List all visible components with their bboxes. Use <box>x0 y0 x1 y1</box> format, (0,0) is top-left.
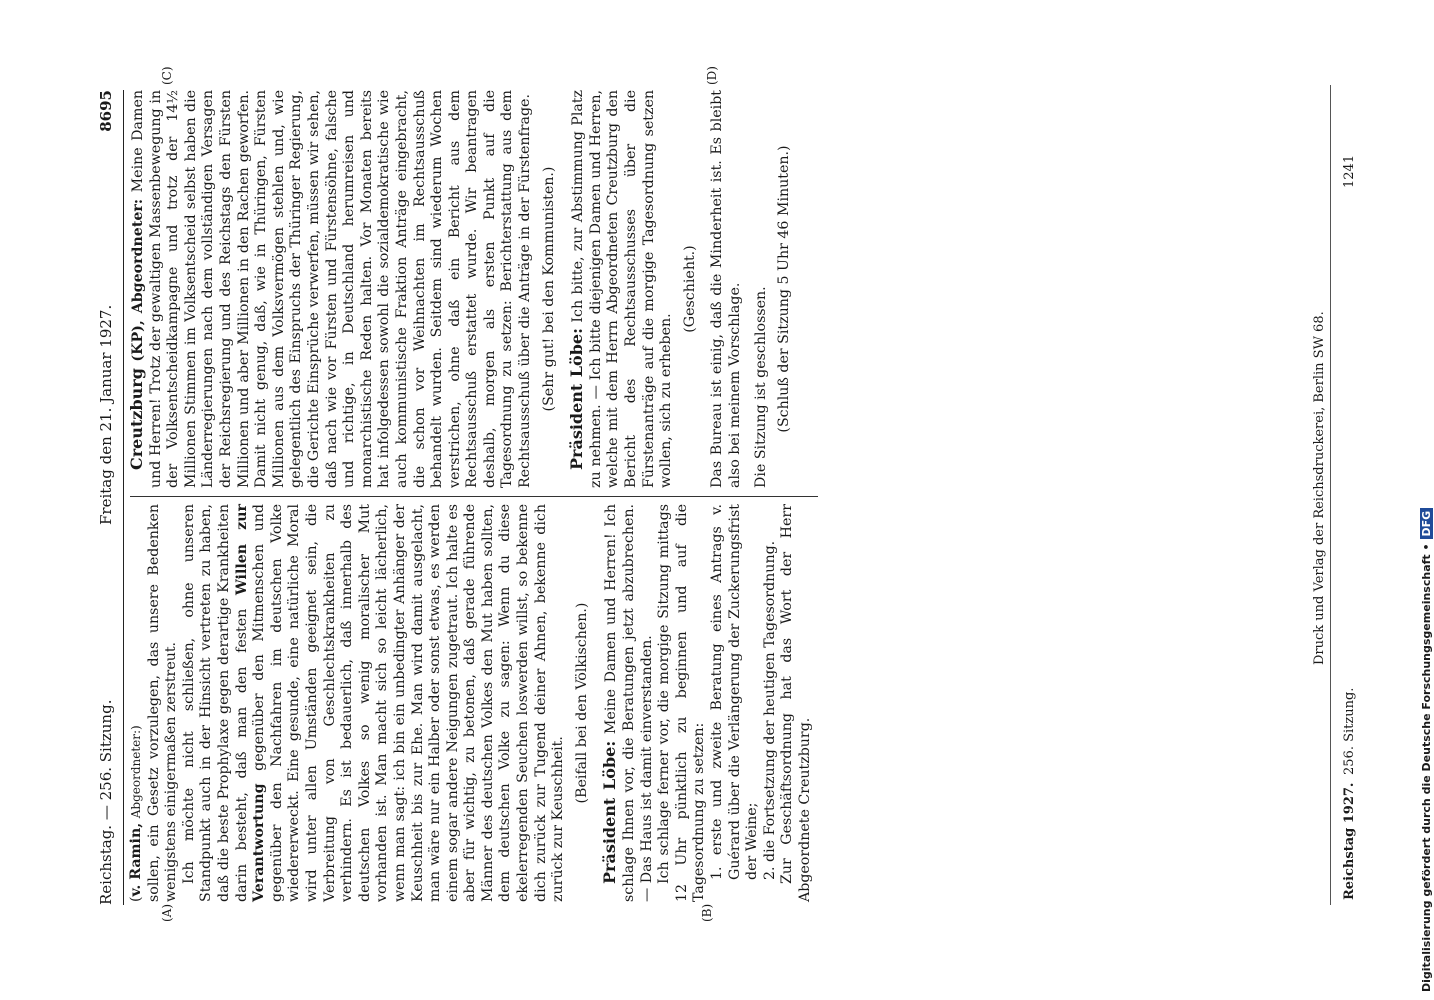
closing-note: (Schluß der Sitzung 5 Uhr 46 Minuten.) <box>776 145 793 433</box>
speaker-continuation: (v. Ramin, Abgeordneter:) <box>128 725 144 902</box>
footer-number: 1241 <box>1342 154 1357 188</box>
margin-marker-a: (A) <box>160 903 174 922</box>
stage-note: (Geschieht.) <box>681 245 698 333</box>
applause-note: (Sehr gut! bei den Kommunisten.) <box>540 166 557 412</box>
speaker-paragraph: Präsident Löbe: Ich bitte, zur Abstimmung Platz zu nehmen. — Ich bitte diejenigen Damen und Herren, welche mit dem Herrn Abgeordneten Creutzburg den Bericht des Rechtsausschusses über die Fürstenanträge auf die morgige Tagesordnung setzen wollen, sich zu erheben. <box>567 90 675 488</box>
left-column <box>128 504 815 902</box>
right-column <box>128 90 804 488</box>
header-date: Freitag den 21. Januar 1927. <box>97 304 115 525</box>
printer-imprint: Druck und Verlag der Reichsdruckerei, Berlin SW 68. <box>1312 311 1327 665</box>
page-number: 8695 <box>97 90 115 132</box>
speaker-name: Präsident Löbe: <box>600 740 620 884</box>
paragraph: Die Sitzung ist geschlossen. <box>752 286 769 488</box>
agenda-item: 1. erste und zweite Beratung eines Antrags v. Guérard über die Verlängerung der Zuckerungsfrist der Weine; <box>709 504 761 880</box>
paragraph: Ich möchte nicht schließen, ohne unseren Standpunkt auch in der Hinsicht vertreten zu haben, daß die beste Prophylaxe gegen derartige Krankheiten darin besteht, daß man den festen Willen zur Verantwortung gegenüber den Mitmenschen und gegenüber den Nachfahren im deutschen Volke wiedererweckt. Eine gesunde, eine natürliche Moral wird unter allen Umständen geeignet sein, die Verbreitung von Geschlechtskrankheiten zu verhindern. Es ist bedauerlich, daß innerhalb des deutschen Volkes so wenig moralischer Mut vorhanden ist. Man macht sich so leicht lächerlich, wenn man sagt: ich bin ein unbedingter Anhänger der Keuschheit bis zur Ehe. Man wird damit ausgelacht, man wäre nur ein Halber oder sonst etwas, es werden einem sogar andere Neigungen zugetraut. Ich halte es aber für wichtig, zu betonen, daß gerade führende Männer des deutschen Volkes den Mut haben sollten, dem deutschen Volke zu sagen: Wenn du diese ekelerregenden Seuchen loswerden willst, so bekenne dich zurück zur Tugend deiner Ahnen, bekenne dich zurück zur Keuschheit. <box>180 504 567 902</box>
footer-session: 256. Sitzung. <box>1342 687 1357 775</box>
speaker-name: Präsident Löbe: <box>567 328 587 470</box>
speaker-paragraph: Creutzburg (KP), Abgeordneter: Meine Damen und Herren! Trotz der gewaltigen Massenbewegung in der Volksentscheidkampagne und trotz der 14½ Millionen Stimmen im Volksentscheid selbst haben die Länderregierungen nach dem vollständigen Versagen der Reichsregierung und des Reichstags den Fürsten Millionen und aber Millionen in den Rachen geworfen. Damit nicht genug, daß, wie in Thüringen, Fürsten Millionen aus dem Volksvermögen stehlen und, wie gelegentlich des Einspruchs der Thüringer Regierung, die Gerichte Einsprüche verwerfen, müssen wir sehen, daß nach wie vor Fürsten und Fürstensöhne, falsche und richtige, in Deutschland herumreisen und monarchistische Reden halten. Vor Monaten bereits hat infolgedessen sowohl die sozialdemokratische wie auch kommunistische Fraktion Anträge eingebracht, die schon vor Weihnachten im Rechtsausschuß behandelt wurden. Seitdem sind wiederum Wochen verstrichen, ohne daß ein Bericht aus dem Rechtsausschuß erstattet wurde. Wir beantragen deshalb, morgen als ersten Punkt auf die Tagesordnung zu setzen: Berichterstattung aus dem Rechtsausschuß über die Anträge in der Fürstenfrage. <box>127 90 534 488</box>
margin-marker-c: (C) <box>160 66 174 85</box>
speaker-paragraph: Präsident Löbe: Meine Damen und Herren! Ich schlage Ihnen vor, die Beratungen jetzt abzubrechen. — Das Haus ist damit einverstanden. <box>600 504 655 902</box>
paragraph: sollen, ein Gesetz vorzulegen, das unsere Bedenken wenigstens einigermaßen zerstreut. <box>145 504 180 902</box>
column-divider <box>130 496 818 497</box>
speaker-name: Creutzburg <box>127 368 146 470</box>
margin-marker-b: (B) <box>700 903 714 922</box>
paragraph: Das Bureau ist einig, daß die Minderheit ist. Es bleibt also bei meinem Vorschlage. <box>709 90 743 488</box>
footer-rule <box>1330 85 1331 905</box>
applause-note: (Beifall bei den Völkischen.) <box>573 602 590 804</box>
agenda-item: 2. die Fortsetzung der heutigen Tagesordnung. <box>761 540 778 880</box>
digitization-credit: Digitalisierung gefördert durch die Deutsche Forschungsgemeinschaft •DFG <box>1420 7 1434 992</box>
paragraph: Ich schlage ferner vor, die morgige Sitzung mittags 12 Uhr pünktlich zu beginnen und auf die Tagesordnung zu setzen: <box>656 504 708 902</box>
dfg-logo: DFG <box>1420 508 1433 540</box>
page-header <box>95 90 124 905</box>
header-left: Reichstag. — 256. Sitzung. <box>97 699 115 905</box>
footer-publication: Reichstag 1927. <box>1342 782 1357 900</box>
paragraph: Zur Geschäftsordnung hat das Wort der Herr Abgeordnete Creutzburg. <box>779 504 813 902</box>
margin-marker-d: (D) <box>705 66 719 85</box>
